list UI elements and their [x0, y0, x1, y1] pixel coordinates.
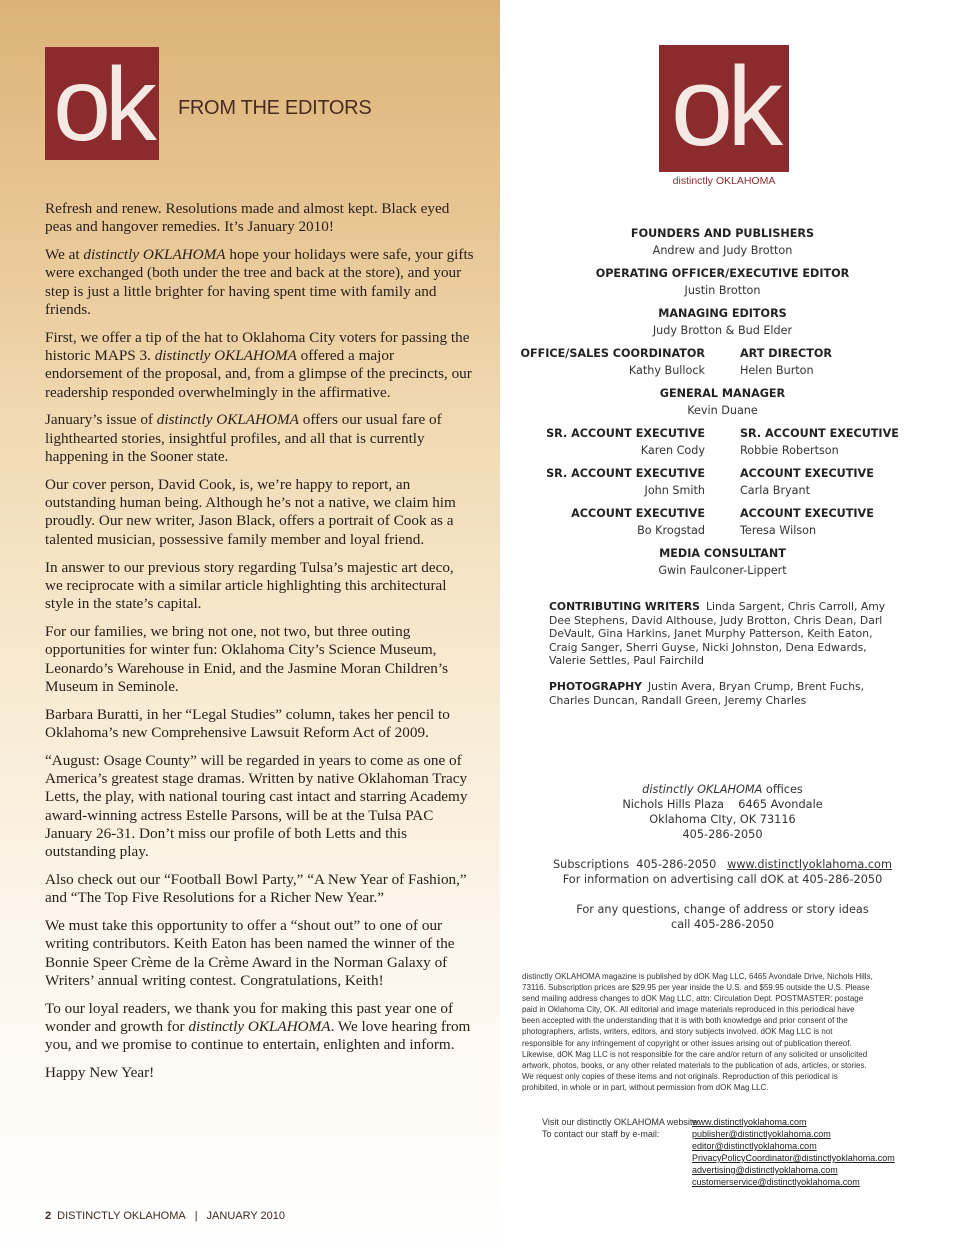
general-manager-role: GENERAL MANAGER	[659, 387, 786, 400]
sr-ae-2-role: SR. ACCOUNT EXECUTIVE	[740, 427, 899, 440]
managing-name: Judy Brotton & Bud Elder	[652, 324, 793, 337]
page-number: 2	[45, 1210, 52, 1222]
media-role: MEDIA CONSULTANT	[659, 547, 786, 560]
editor-paragraph: We at distinctly OKLAHOMA hope your holidays were safe, your gifts were exchanged (both under the tree and back at the store), and your step is just a little brighter for having spent time with family and friends.	[45, 246, 474, 318]
subscriptions-url[interactable]: www.distinctlyoklahoma.com	[727, 858, 892, 871]
publisher-email-link[interactable]: publisher@distinctlyoklahoma.com	[692, 1129, 831, 1139]
managing-role: MANAGING EDITORS	[658, 307, 787, 320]
offices-title-italic: distinctly OKLAHOMA	[642, 783, 763, 796]
contact-labels	[542, 1116, 700, 1140]
editor-paragraph: Refresh and renew. Resolutions made and almost kept. Black eyed peas and hangover remedies. It’s January 2010!	[45, 200, 450, 236]
editor-paragraph: Barbara Buratti, in her “Legal Studies” column, takes her pencil to Oklahoma’s new Comprehensive Lawsuit Reform Act of 2009.	[45, 705, 450, 741]
contact-links	[692, 1116, 895, 1188]
subscriptions-block	[500, 857, 945, 932]
contributing-writers	[549, 600, 899, 668]
privacy-email-link[interactable]: PrivacyPolicyCoordinator@distinctlyoklahoma.com	[692, 1153, 895, 1163]
logo-mark-large: ok	[670, 45, 778, 169]
advertising-email-link[interactable]: advertising@distinctlyoklahoma.com	[692, 1165, 838, 1175]
editor-paragraph: Also check out our “Football Bowl Party,” “A New Year of Fashion,” and “The Top Five Resolutions for a Richer New Year.”	[45, 871, 467, 907]
operating-block	[500, 265, 945, 299]
founders-block	[500, 225, 945, 259]
logo-mark: ok	[53, 47, 151, 160]
sr-ae-2-name: Robbie Robertson	[740, 444, 839, 457]
page-footer	[45, 1210, 285, 1222]
sr-ae-1-role: SR. ACCOUNT EXECUTIVE	[546, 427, 705, 440]
editor-paragraph: Happy New Year!	[45, 1064, 155, 1082]
general-manager-block	[500, 385, 945, 419]
founders-name: Andrew and Judy Brotton	[652, 244, 793, 257]
offices-title-rest: offices	[762, 783, 803, 796]
contributing-names: Linda Sargent, Chris Carroll, Amy Dee Stephens, David Althouse, Judy Brotton, Chris Dean, Darl DeVault, Gina Harkins, Janet Murphy Patterson, Keith Eaton, Craig Sanger, Sherri Guyse, Nicki Johnston, Dena Edwards, Valerie Settles, Paul Fairchild	[549, 600, 886, 667]
editor-email-link[interactable]: editor@distinctlyoklahoma.com	[692, 1141, 817, 1151]
ae-1-name: Carla Bryant	[740, 484, 811, 497]
advertising-line: For information on advertising call dOK at 405-286-2050	[562, 873, 883, 886]
office-sales-name: Kathy Bullock	[628, 364, 705, 377]
editor-paragraph: We must take this opportunity to offer a “shout out” to one of our writing contributors. Keith Eaton has been named the winner of the Bonnie Speer Crème de la Crème Award in the Norman Galaxy of Writers’ annual writing contest. Congratulations, Keith!	[45, 917, 455, 989]
footer-separator: |	[194, 1210, 198, 1222]
email-label: To contact our staff by e-mail:	[542, 1129, 660, 1139]
sr-ae-1-name: Karen Cody	[640, 444, 705, 457]
photography-names: Justin Avera, Bryan Crump, Brent Fuchs, Charles Duncan, Randall Green, Jeremy Charles	[549, 680, 865, 707]
questions-line-2: call 405-286-2050	[670, 918, 775, 931]
offices-block	[500, 782, 945, 842]
ae-2-name: Bo Krogstad	[637, 524, 705, 537]
sr-ae-3-name: John Smith	[644, 484, 705, 497]
media-block	[500, 545, 945, 579]
media-name: Gwin Faulconer-Lippert	[658, 564, 787, 577]
art-director-role: ART DIRECTOR	[740, 347, 832, 360]
editor-paragraph: In answer to our previous story regarding Tulsa’s majestic art deco, we reciprocate with a similar article highlighting this architectural style in the state’s capital.	[45, 558, 454, 613]
fine-print: distinctly OKLAHOMA magazine is published by dOK Mag LLC, 6465 Avondale Drive, Nichols Hills, 73116. Subscription prices are $29.95 per year inside the U.S. and $59.95 outside the U.S. Please send mailing address changes to dOK Mag LLC, attn: Circulation Dept. POSTMASTER: postage paid in Oklahoma City, OK. All editorial and image materials reproduced in this periodical have been accepted with the understanding that it is with both knowledge and prior consent of the photographers, artists, writers, editors, and story subjects involved. dOK Mag LLC is not responsible for any infringement of copyright or other issues arising out of publication thereof. Likewise, dOK Mag LLC is not responsible for the care and/or return of any solicited or unsolicited artwork, photos, books, or any other related materials to the publication of ads, articles, or stories. We request only copies of these items and not originals. Reproduction of this periodical is prohibited, in whole or in part, without permission from dOK Mag LLC.	[522, 971, 873, 1092]
footer-issue: JANUARY 2010	[206, 1210, 286, 1222]
editor-paragraph: Our cover person, David Cook, is, we’re happy to report, an outstanding human being. Although he’s not a native, we claim him proudly. Our new writer, Jason Black, offers a portrait of Cook as a talented musician, possessive family member and loyal friend.	[45, 475, 456, 548]
office-sales-role: OFFICE/SALES COORDINATOR	[520, 347, 705, 360]
operating-role: OPERATING OFFICER/EXECUTIVE EDITOR	[595, 267, 850, 280]
general-manager-name: Kevin Duane	[687, 404, 758, 417]
photography-role: PHOTOGRAPHY	[549, 680, 642, 693]
editor-paragraph: January’s issue of distinctly OKLAHOMA offers our usual fare of lighthearted stories, insightful profiles, and all that is currently happening in the Sooner state.	[45, 411, 442, 466]
footer-magazine: DISTINCTLY OKLAHOMA	[57, 1210, 186, 1222]
ae-3-role: ACCOUNT EXECUTIVE	[740, 507, 874, 520]
founders-role: FOUNDERS AND PUBLISHERS	[630, 227, 815, 240]
editor-paragraph: “August: Osage County” will be regarded in years to come as one of America’s greatest stage dramas. Written by native Oklahoman Tracy Letts, the play, with national touring cast intact and starring Academy award-winning actress Estelle Parsons, will be at the Tulsa PAC January 26-31. Don’t miss our profile of both Letts and this outstanding play.	[45, 751, 468, 861]
editor-paragraph: For our families, we bring not one, not two, but three outing opportunities for winter fun: Oklahoma City’s Science Museum, Leonardo’s Warehouse in Enid, and the Jasmine Moran Children’s Museum in Seminole.	[45, 622, 448, 695]
visit-label: Visit our distinctly OKLAHOMA website:	[542, 1117, 700, 1127]
section-title: FROM THE EDITORS	[178, 97, 372, 119]
ae-2-role: ACCOUNT EXECUTIVE	[571, 507, 705, 520]
website-link[interactable]: www.distinctlyoklahoma.com	[692, 1117, 807, 1127]
editor-paragraph: First, we offer a tip of the hat to Oklahoma City voters for passing the historic MAPS 3. distinctly OKLAHOMA offered a major endorsement of the proposal, and, from a glimpse of the precincts, our readership responded overwhelmingly in the affirmative.	[45, 328, 472, 401]
sr-ae-3-role: SR. ACCOUNT EXECUTIVE	[546, 467, 705, 480]
ae-3-name: Teresa Wilson	[740, 524, 817, 537]
ok-logo-large	[659, 45, 789, 172]
offices-line3: 405-286-2050	[682, 828, 763, 841]
managing-block	[500, 305, 945, 339]
questions-line-1: For any questions, change of address or story ideas	[576, 903, 869, 916]
offices-line2: Oklahoma CIty, OK 73116	[649, 813, 796, 826]
editor-letter	[45, 200, 475, 1092]
logo-tagline-text: distinctly OKLAHOMA	[672, 175, 776, 187]
offices-line1: Nichols Hills Plaza 6465 Avondale	[622, 798, 823, 811]
ae-1-role: ACCOUNT EXECUTIVE	[740, 467, 874, 480]
operating-name: Justin Brotton	[684, 284, 761, 297]
art-director-name: Helen Burton	[740, 364, 814, 377]
editor-paragraph: To our loyal readers, we thank you for making this past year one of wonder and growth for distinctly OKLAHOMA. We love hearing from you, and we promise to continue to entertain, enlighten and inform.	[45, 999, 471, 1054]
ok-logo-small	[45, 47, 159, 160]
contributing-role: CONTRIBUTING WRITERS	[549, 600, 700, 613]
customerservice-email-link[interactable]: customerservice@distinctlyoklahoma.com	[692, 1177, 860, 1187]
photography-credits	[549, 680, 899, 707]
subscriptions-label: Subscriptions 405-286-2050	[553, 858, 728, 871]
